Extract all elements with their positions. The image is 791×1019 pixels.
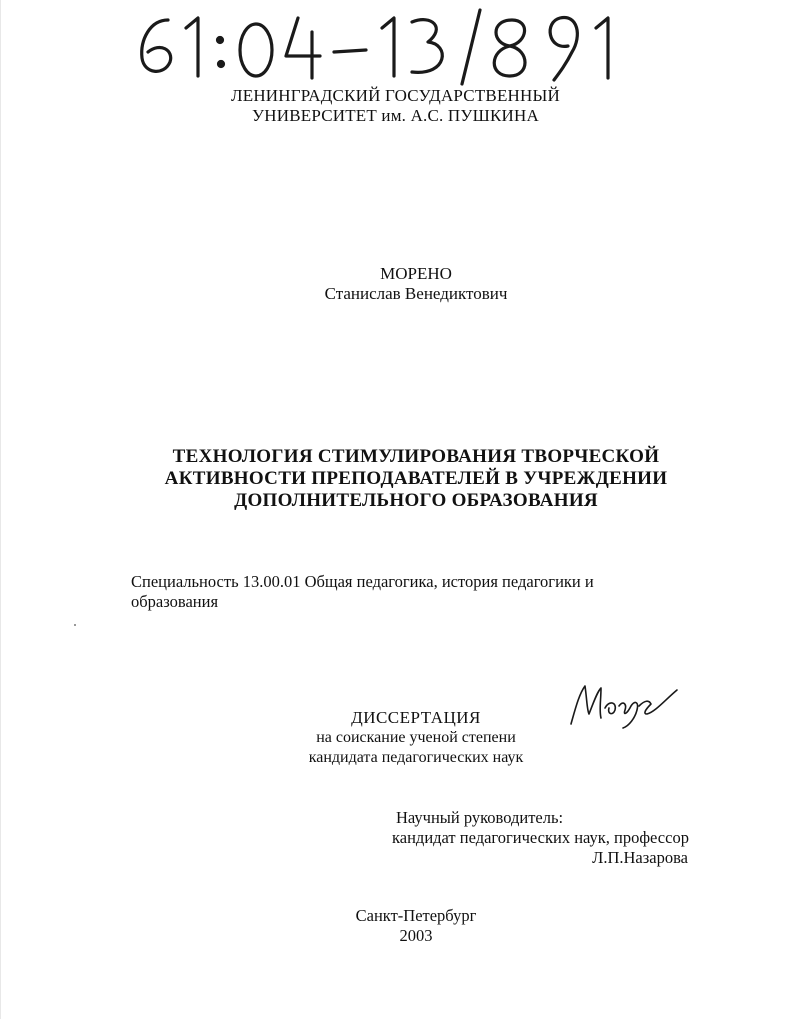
dissertation-heading: ДИССЕРТАЦИЯ [351,708,481,727]
supervisor-name: Л.П.Назарова [592,848,688,867]
dissertation-type [300,708,532,768]
author-name: Станислав Венедиктович [324,284,508,303]
dissertation-title [0,446,791,512]
university-line-1: ЛЕНИНГРАДСКИЙ ГОСУДАРСТВЕННЫЙ [231,86,560,105]
title-line-1: ТЕХНОЛОГИЯ СТИМУЛИРОВАНИЯ ТВОРЧЕСКОЙ [172,446,660,467]
specialty-line-1: Специальность 13.00.01 Общая педагогика, история педагогики и [131,572,594,591]
university-name [0,86,791,126]
supervisor-label: Научный руководитель: [396,808,564,827]
university-line-2: УНИВЕРСИТЕТ им. А.С. ПУШКИНА [252,106,539,125]
dissertation-line-2: на соискание ученой степени [316,729,516,746]
author-block [0,264,791,304]
city: Санкт-Петербург [355,906,477,925]
place-and-year [0,906,791,946]
scan-dot [74,624,76,626]
handwritten-archive-code [120,6,640,86]
dissertation-line-3: кандидата педагогических наук [308,749,524,766]
title-line-2: АКТИВНОСТИ ПРЕПОДАВАТЕЛЕЙ В УЧРЕЖДЕНИИ [164,468,668,489]
title-line-3: ДОПОЛНИТЕЛЬНОГО ОБРАЗОВАНИЯ [234,490,598,511]
supervisor-block [392,808,712,867]
year: 2003 [399,926,433,945]
specialty-line-2: образования [131,592,219,611]
specialty [131,572,631,612]
supervisor-degree: кандидат педагогических наук, профессор [392,828,689,847]
author-surname: МОРЕНО [380,264,452,283]
handwritten-signature [565,670,680,730]
